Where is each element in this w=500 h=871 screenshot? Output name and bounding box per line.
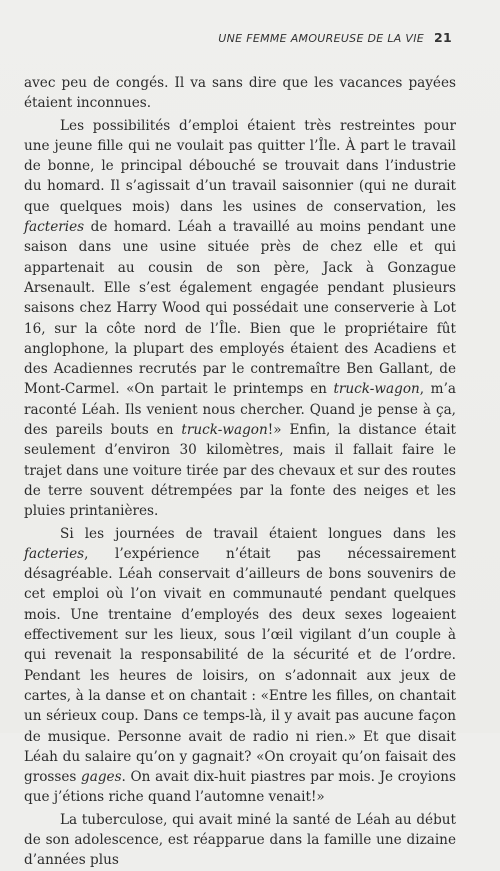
text-segment: !» Enfin, la distance était seulement d’environ 30 kilomètres, mais il fallait faire le trajet dans une voiture tirée par des chevaux et sur des routes de terre souvent détrempées par la fonte des neiges et les pluies printanières.: [24, 422, 456, 520]
paragraph: [24, 524, 456, 808]
text-segment: avec peu de congés. Il va sans dire que les vacances payées étaient inconnues.: [24, 75, 456, 112]
body-text: [24, 73, 456, 871]
text-segment: , m’a raconté Léah. Ils venient nous chercher. Quand je pense à ça, des pareils bouts en: [24, 381, 456, 439]
italic-term: truck-wagon: [333, 381, 420, 398]
italic-term: facteries: [24, 219, 85, 236]
text-segment: . On avait dix-huit piastres par mois. Je croyions que j’étions riche quand l’automne venait!»: [24, 769, 456, 806]
page-number: 21: [434, 30, 452, 45]
text-segment: Les possibilités d’emploi étaient très restreintes pour une jeune fille qui ne voulait pas quitter l’Île. À part le travail de bonne, le principal débouché se trouvait dans l’industrie du homard. Il s’agissait d’un travail saisonnier (qui ne durait que quelques mois) dans les usines de conservation, les: [24, 117, 456, 215]
paragraph: [24, 73, 456, 114]
italic-term: gages: [81, 769, 122, 786]
italic-term: truck-wagon: [181, 422, 268, 439]
text-segment: , l’expérience n’était pas nécessairement désagréable. Léah conservait d’ailleurs de bons souvenirs de cet emploi où l’on vivait en communauté pendant quelques mois. Une trentaine d’employés des deux sexes logeaient effectivement sur les lieux, sous l’œil vigilant d’un couple à qui revenait la responsabilité de la sécurité et de l’ordre. Pendant les heures de loisirs, on s’adonnait aux jeux de cartes, à la danse et on chantait : «Entre les filles, on chantait un sérieux coup. Dans ce temps-là, il y avait pas aucune façon de musique. Personne avait de radio ni rien.» Et que disait Léah du salaire qu’on y gagnait? «On croyait qu’on faisait des grosses: [24, 545, 456, 786]
text-segment: La tuberculose, qui avait miné la santé de Léah au début de son adolescence, est réapparue dans la famille une dizaine d’années plus: [24, 811, 456, 869]
paragraph: [24, 810, 456, 871]
italic-term: facteries: [24, 545, 85, 562]
text-segment: de homard. Léah a travaillé au moins pendant une saison dans une usine située près de chez elle et qui appartenait au cousin de son père, Jack à Gonzague Arsenault. Elle s’est également engagée pendant plusieurs saisons chez Harry Wood qui possédait une conserverie à Lot 16, sur la côte nord de l’Île. Bien que le propriétaire fût anglophone, la plupart des employés étaient des Acadiens et des Acadiennes recrutés par le contremaître Ben Gallant, de Mont-Carmel. «On partait le printemps en: [24, 219, 456, 398]
running-title: UNE FEMME AMOUREUSE DE LA VIE: [218, 32, 424, 45]
running-header: [24, 30, 452, 45]
text-segment: Si les journées de travail étaient longues dans les: [60, 525, 456, 542]
paragraph: [24, 116, 456, 522]
